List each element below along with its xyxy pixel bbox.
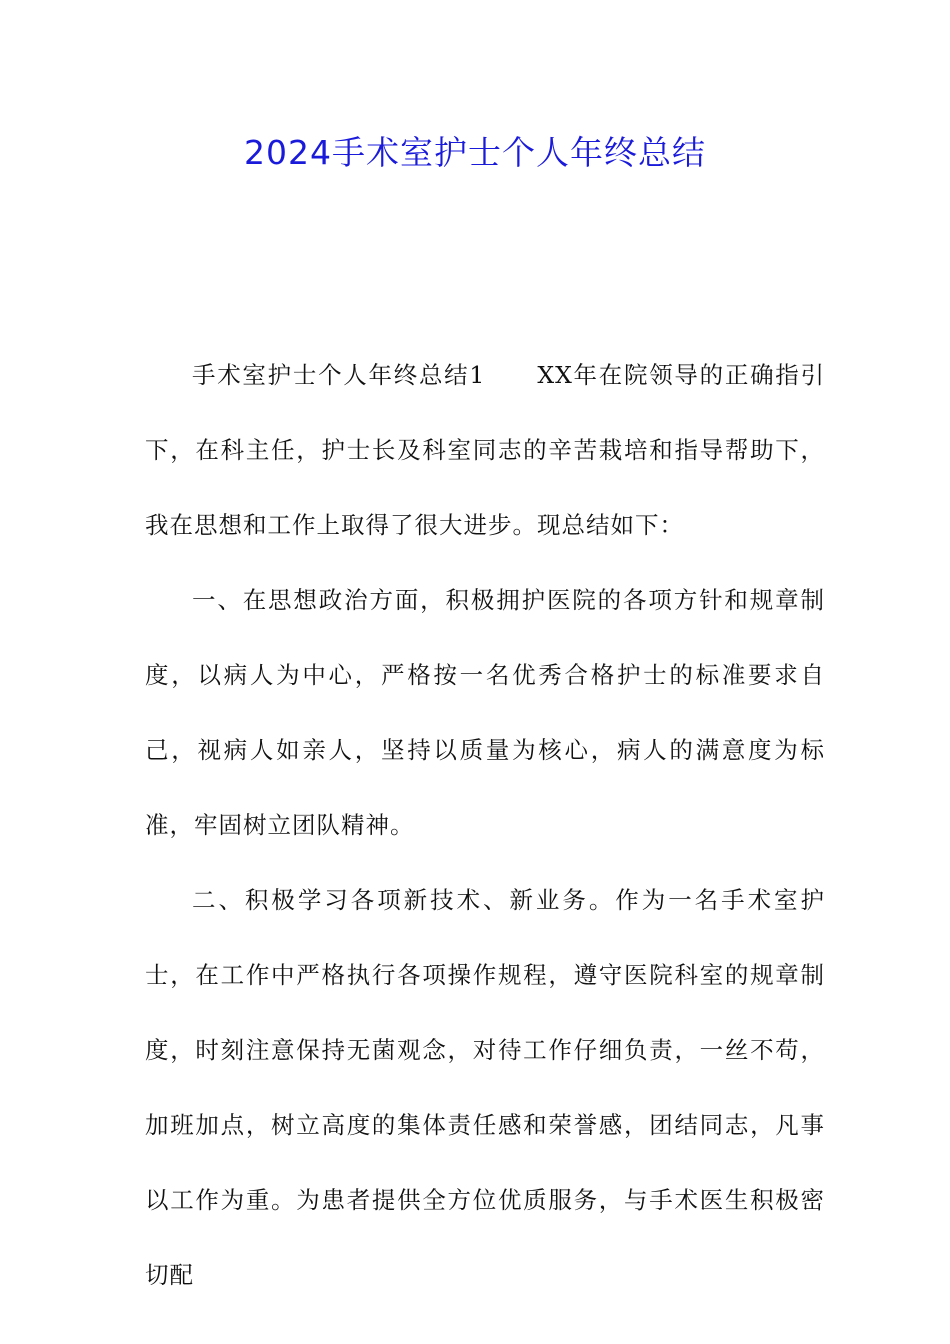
paragraph-2: 二、积极学习各项新技术、新业务。作为一名手术室护士，在工作中严格执行各项操作规程，遵守医院科室的规章制度，时刻注意保持无菌观念，对待工作仔细负责，一丝不苟，加班加点，树立高度的集体责任感和荣誉感，团结同志，凡事以工作为重。为患者提供全方位优质服务，与手术医生积极密切配 — [145, 886, 825, 1289]
intro-heading: 手术室护士个人年终总结1 — [192, 361, 486, 389]
document-body — [145, 338, 825, 1313]
document-title: 2024手术室护士个人年终总结 — [244, 133, 706, 172]
intro-paragraph — [145, 338, 825, 563]
paragraph-1: 一、在思想政治方面，积极拥护医院的各项方针和规章制度，以病人为中心，严格按一名优秀合格护士的标准要求自己，视病人如亲人，坚持以质量为核心，病人的满意度为标准，牢固树立团队精神。 — [145, 586, 825, 839]
intro-text: XX年在院领导的正确指引下，在科主任，护士长及科室同志的辛苦栽培和指导帮助下，我在思想和工作上取得了很大进步。现总结如下： — [145, 361, 825, 539]
